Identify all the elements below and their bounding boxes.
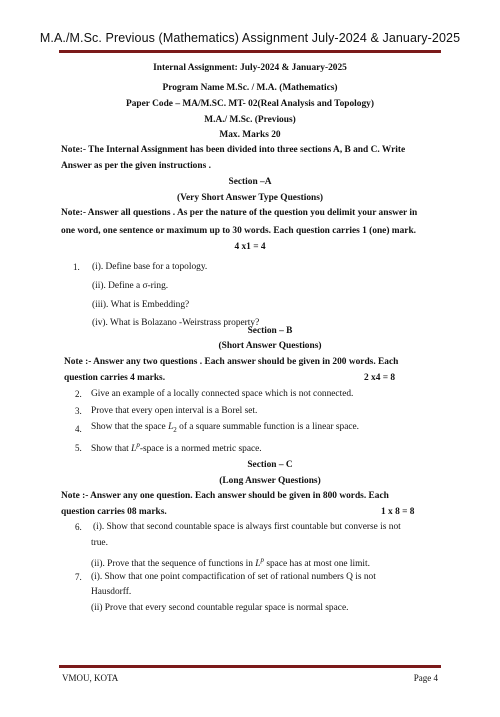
- section-c-subtitle: (Long Answer Questions): [219, 476, 321, 486]
- footer-rule: [59, 665, 441, 668]
- question-1-part-ii: (ii). Define a σ-ring.: [92, 281, 169, 291]
- section-b-note-line1: Note :- Answer any two questions . Each answer should be given in 200 words. Each: [64, 357, 399, 367]
- question-number: 7.: [75, 572, 82, 582]
- paper-code: Paper Code – MA/M.SC. MT- 02(Real Analysis and Topology): [126, 99, 374, 109]
- question-number: 2.: [75, 389, 82, 399]
- page-number: Page 4: [413, 673, 438, 683]
- question-1-part-i: (i). Define base for a topology.: [92, 262, 208, 272]
- footer-institution: VMOU, KOTA: [62, 673, 119, 683]
- section-c-marks: 1 x 8 = 8: [381, 507, 415, 517]
- max-marks: Max. Marks 20: [219, 130, 281, 140]
- question-number: 1.: [73, 262, 80, 272]
- section-c-title: Section – C: [247, 460, 293, 470]
- section-b-marks: 2 x4 = 8: [364, 373, 396, 383]
- general-note-line1: Note:- The Internal Assignment has been divided into three sections A, B and C. Write: [61, 145, 406, 155]
- section-a-subtitle: (Very Short Answer Type Questions): [176, 193, 323, 203]
- program-name: Program Name M.Sc. / M.A. (Mathematics): [162, 83, 338, 93]
- question-4-text: Show that the space $L_2$ of a square summable function is a linear space.: [91, 422, 360, 434]
- question-6-part-i-line1: (i). Show that second countable space is always first countable but converse is not: [93, 522, 401, 532]
- section-a-marks: 4 x1 = 4: [234, 242, 266, 252]
- question-6-part-ii: (ii). Prove that the sequence of functions in $L^p$ space has at most one limit.: [91, 556, 370, 570]
- section-b-subtitle: (Short Answer Questions): [218, 341, 322, 351]
- math-symbol: L: [255, 559, 261, 570]
- section-c-note-line2: question carries 08 marks.: [61, 507, 167, 517]
- question-7-part-ii: (ii) Prove that every second countable regular space is normal space.: [91, 603, 349, 613]
- question-6-part-i-line2: true.: [91, 538, 108, 548]
- question-1-part-iii: (iii). What is Embedding?: [92, 300, 190, 310]
- question-7-part-i-line2: Hausdorff.: [91, 587, 132, 597]
- section-a-title: Section –A: [228, 177, 272, 187]
- question-7-part-i-line1: (i). Show that one point compactification of set of rational numbers Q is not: [91, 572, 376, 582]
- section-b-note-line2: question carries 4 marks.: [64, 373, 166, 383]
- section-c-note-line1: Note :- Answer any one question. Each answer should be given in 800 words. Each: [61, 491, 389, 501]
- question-number: 3.: [75, 406, 82, 416]
- section-a-note-line2: one word, one sentence or maximum up to 30 words. Each question carries 1 (one) mark.: [61, 226, 417, 236]
- general-note-line2: Answer as per the given instructions .: [61, 161, 211, 171]
- course-level: M.A./ M.Sc. (Previous): [204, 115, 296, 125]
- section-a-note-line1: Note:- Answer all questions . As per the nature of the question you delimit your answer in: [61, 208, 418, 218]
- section-b-title: Section – B: [247, 326, 293, 336]
- question-2-text: Give an example of a locally connected space which is not connected.: [91, 389, 354, 399]
- question-number: 5.: [75, 443, 82, 453]
- math-symbol: L: [131, 444, 137, 455]
- assignment-title: Internal Assignment: July-2024 & January-2025: [153, 63, 347, 73]
- question-3-text: Prove that every open interval is a Borel set.: [91, 406, 258, 416]
- question-1-part-iv: (iv). What is Bolazano -Weirstrass property?: [92, 318, 260, 328]
- math-symbol: L: [168, 422, 174, 432]
- header-rule: [59, 50, 441, 53]
- question-number: 6.: [75, 522, 82, 532]
- question-5-text: Show that $L^p$-space is a normed metric space.: [91, 441, 262, 455]
- question-number: 4.: [75, 424, 82, 434]
- page-header-title: M.A./M.Sc. Previous (Mathematics) Assignment July-2024 & January-2025: [39, 31, 461, 45]
